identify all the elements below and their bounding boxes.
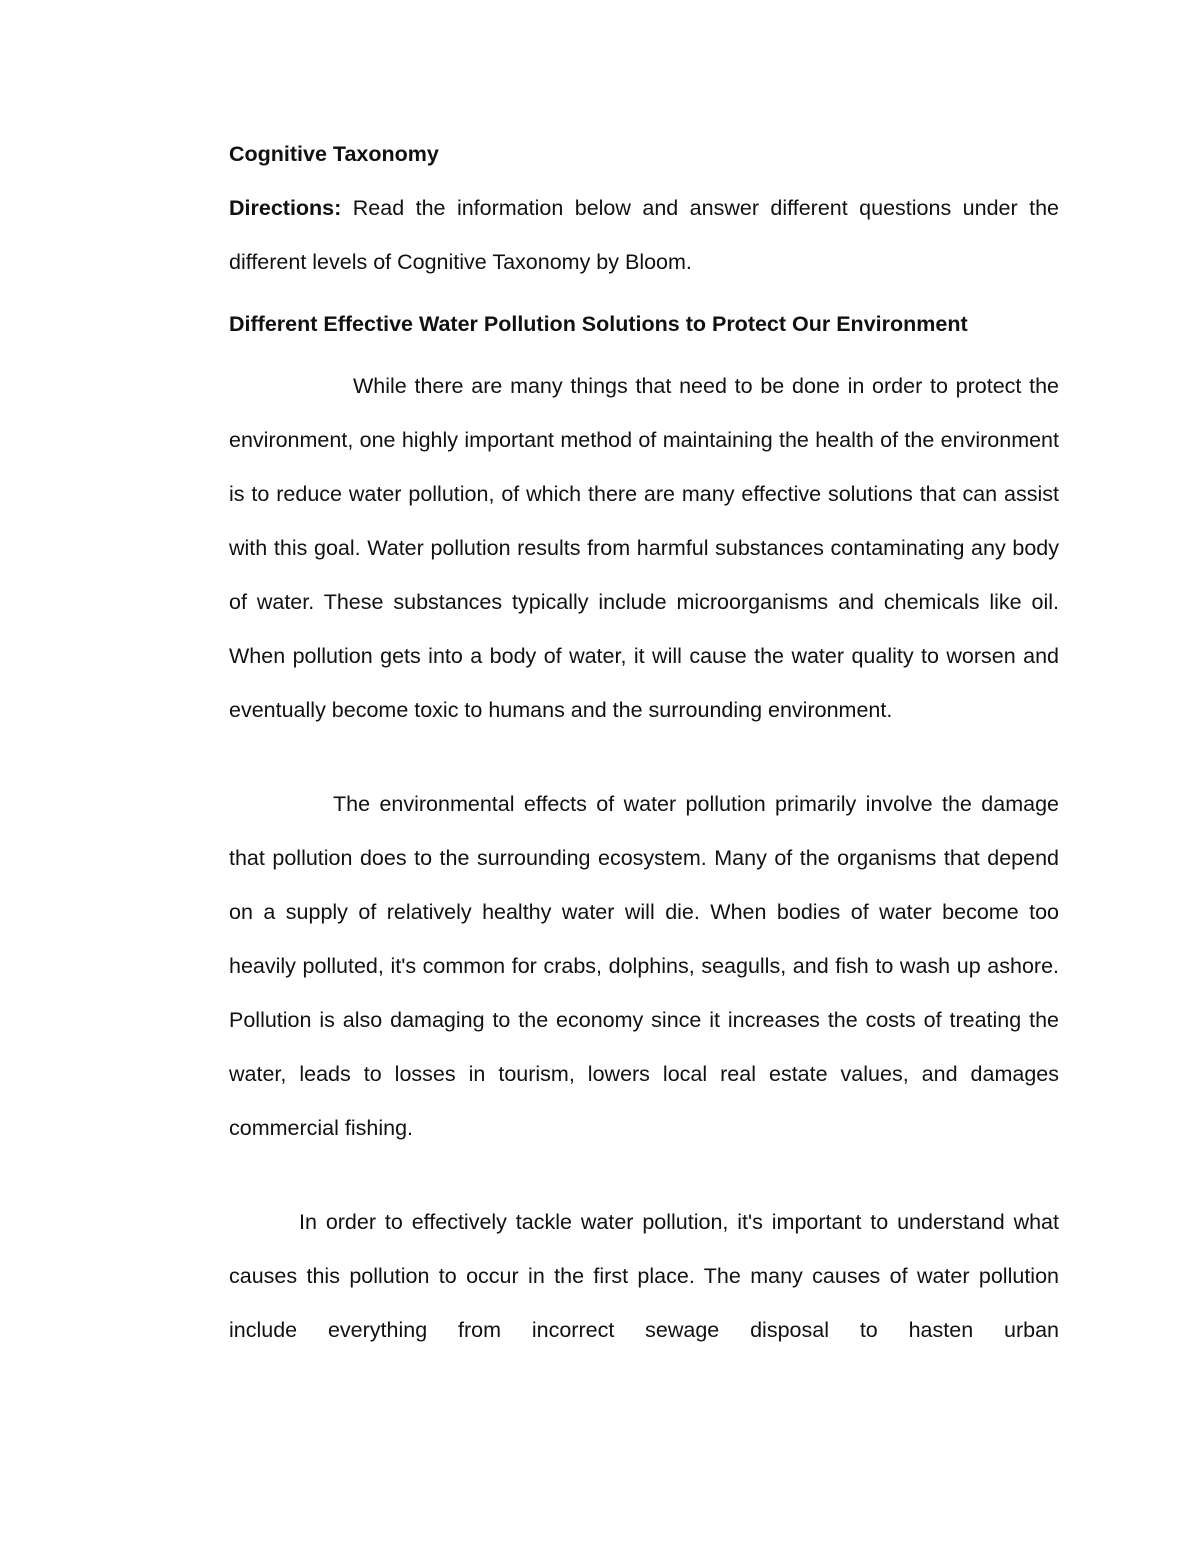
directions-label: Directions:: [229, 196, 342, 220]
directions-text: Read the information below and answer different questions under the different levels of Cognitive Taxonomy by Bloom.: [229, 196, 1059, 274]
body-paragraph-1: While there are many things that need to be done in order to protect the environment, one highly important method of maintaining the health of the environment is to reduce water pollution, of which there are many effective solutions that can assist with this goal. Water pollution results from harmful substances contaminating any body of water. These substances typically include microorganisms and chemicals like oil. When pollution gets into a body of water, it will cause the water quality to worsen and eventually become toxic to humans and the surrounding environment.: [229, 374, 1059, 722]
directions-paragraph: [229, 181, 1059, 297]
document-body: [229, 127, 1059, 1357]
body-paragraph-2: The environmental effects of water pollution primarily involve the damage that pollution does to the surrounding ecosystem. Many of the organisms that depend on a supply of relatively healthy water will die. When bodies of water become too heavily polluted, it's common for crabs, dolphins, seagulls, and fish to wash up ashore. Pollution is also damaging to the economy since it increases the costs of treating the water, leads to losses in tourism, lowers local real estate values, and damages commercial fishing.: [229, 792, 1059, 1140]
document-title: Cognitive Taxonomy: [229, 142, 439, 166]
section-heading: Different Effective Water Pollution Solutions to Protect Our Environment: [229, 312, 968, 336]
body-paragraph-3: In order to effectively tackle water pollution, it's important to understand what causes this pollution to occur in the first place. The many causes of water pollution include everything from incorrect sewage disposal to hasten urban: [229, 1210, 1059, 1342]
